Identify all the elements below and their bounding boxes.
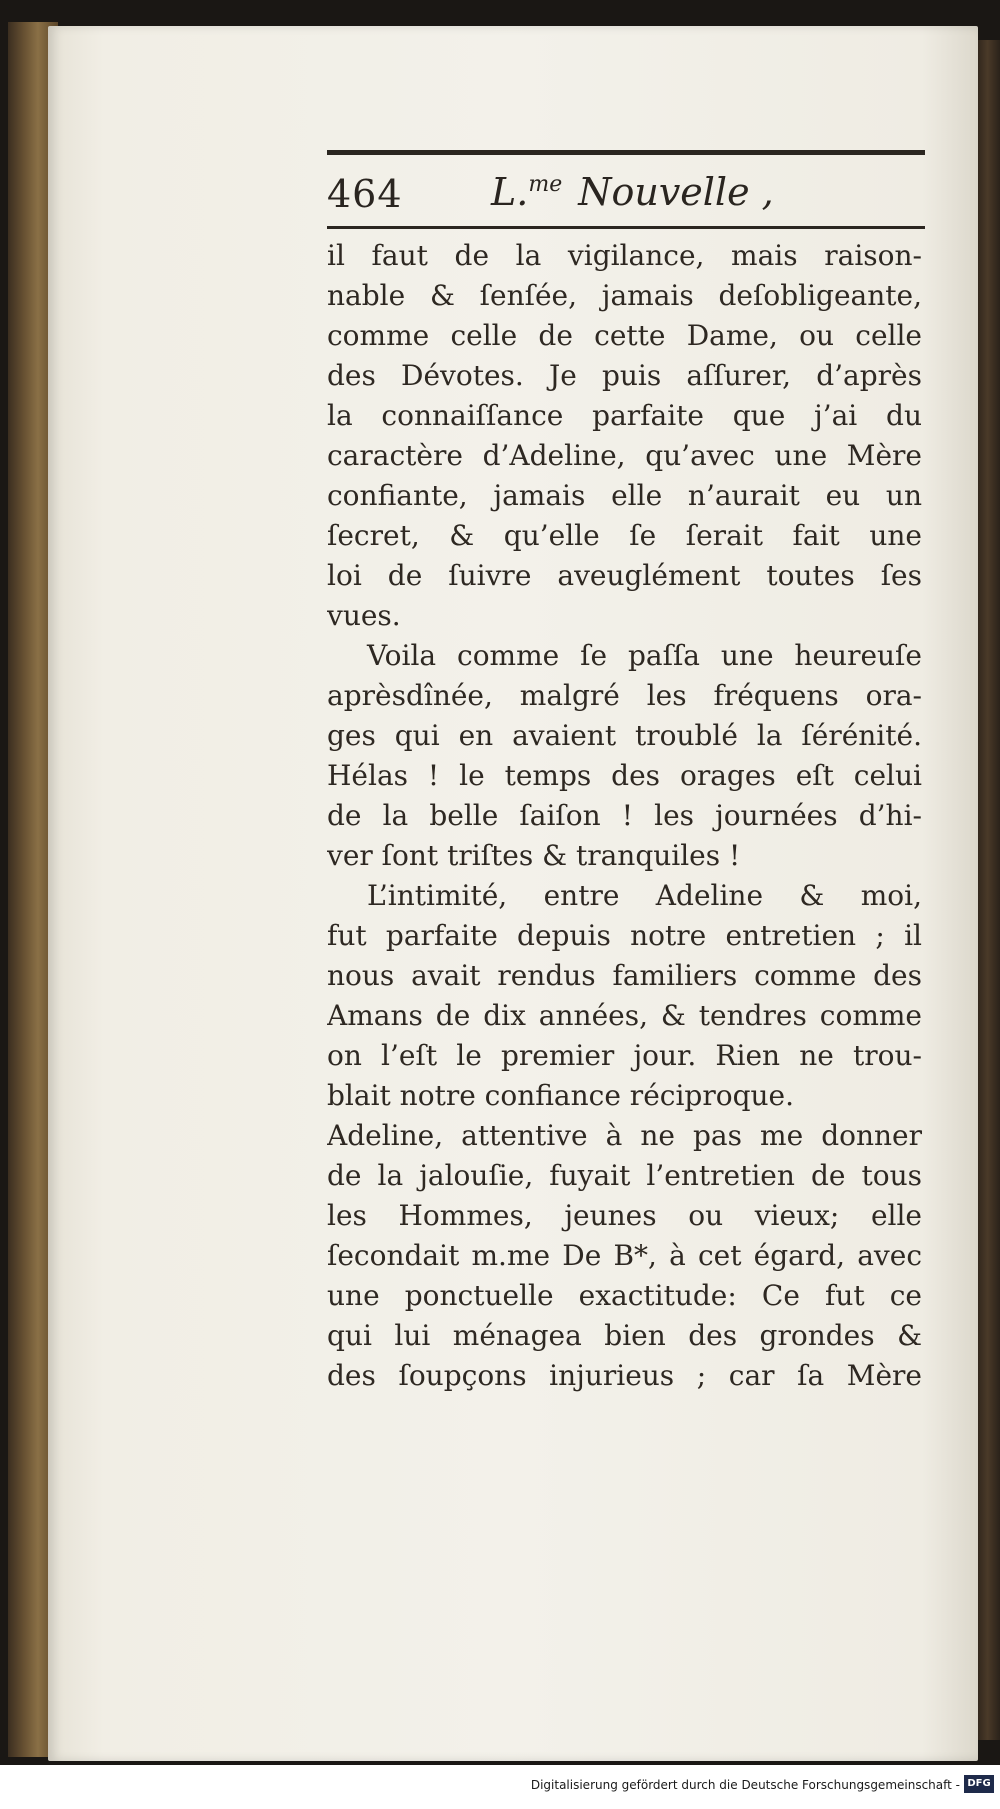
text-line: de la belle ſaiſon ! les journées d’hi- <box>327 799 922 832</box>
text-line: blait notre confiance réciproque. <box>327 1079 794 1112</box>
title-word: Nouvelle , <box>578 170 774 214</box>
text-line: Hélas ! le temps des orages eſt celui <box>327 759 922 792</box>
footer-credit: Digitalisierung gefördert durch die Deutsche Forschungsgemeinschaft - <box>530 1778 960 1792</box>
text-line: comme celle de cette Dame, ou celle <box>327 319 922 352</box>
book-right-edge <box>975 40 1000 1740</box>
header-rule-bottom <box>327 226 925 229</box>
text-line: il faut de la vigilance, mais raison- <box>327 239 922 272</box>
text-line: aprèsdînée, malgré les fréquens ora- <box>327 679 922 712</box>
running-header <box>327 160 925 226</box>
text-line: vues. <box>327 599 401 632</box>
text-line: Amans de dix années, & tendres comme <box>327 999 922 1032</box>
digitization-footer <box>0 1765 1000 1809</box>
text-line: nable & ſenſée, jamais deſobligeante, <box>327 279 922 312</box>
text-line: ſecondait m.me De B*, à cet égard, avec <box>327 1239 922 1272</box>
text-line: ſecret, & qu’elle ſe ſerait fait une <box>327 519 922 552</box>
dfg-logo: DFG <box>964 1775 994 1793</box>
running-title <box>491 170 774 214</box>
title-prefix: L. <box>491 170 529 214</box>
text-line: des Dévotes. Je puis aſſurer, d’après <box>327 359 922 392</box>
text-line: Voila comme ſe paſſa une heureuſe <box>367 639 922 672</box>
text-line: on l’eſt le premier jour. Rien ne trou- <box>327 1039 922 1072</box>
text-line: des ſoupçons injurieus ; car ſa Mère <box>327 1359 922 1392</box>
text-line: ver ſont triſtes & tranquiles ! <box>327 839 741 872</box>
text-line: caractère d’Adeline, qu’avec une Mère <box>327 439 922 472</box>
text-line: Adeline, attentive à ne pas me donner <box>327 1119 922 1152</box>
text-line: les Hommes, jeunes ou vieux; elle <box>327 1199 922 1232</box>
text-line: de la jalouſie, fuyait l’entretien de tous <box>327 1159 922 1192</box>
text-line: L’intimité, entre Adeline & moi, <box>367 879 922 912</box>
text-line: une ponctuelle exactitude: Ce fut ce <box>327 1279 922 1312</box>
header-rule-top <box>327 150 925 155</box>
text-line: fut parfaite depuis notre entretien ; il <box>327 919 922 952</box>
body-text <box>327 236 932 1396</box>
text-line: nous avait rendus familiers comme des <box>327 959 922 992</box>
text-line: ges qui en avaient troublé la ſérénité. <box>327 719 922 752</box>
text-line: la connaiſſance parfaite que j’ai du <box>327 399 922 432</box>
page-number: 464 <box>327 172 403 216</box>
text-line: confiante, jamais elle n’aurait eu un <box>327 479 922 512</box>
text-line: loi de ſuivre aveuglément toutes ſes <box>327 559 922 592</box>
title-superscript: me <box>528 172 563 197</box>
text-line: qui lui ménagea bien des grondes & <box>327 1319 922 1352</box>
